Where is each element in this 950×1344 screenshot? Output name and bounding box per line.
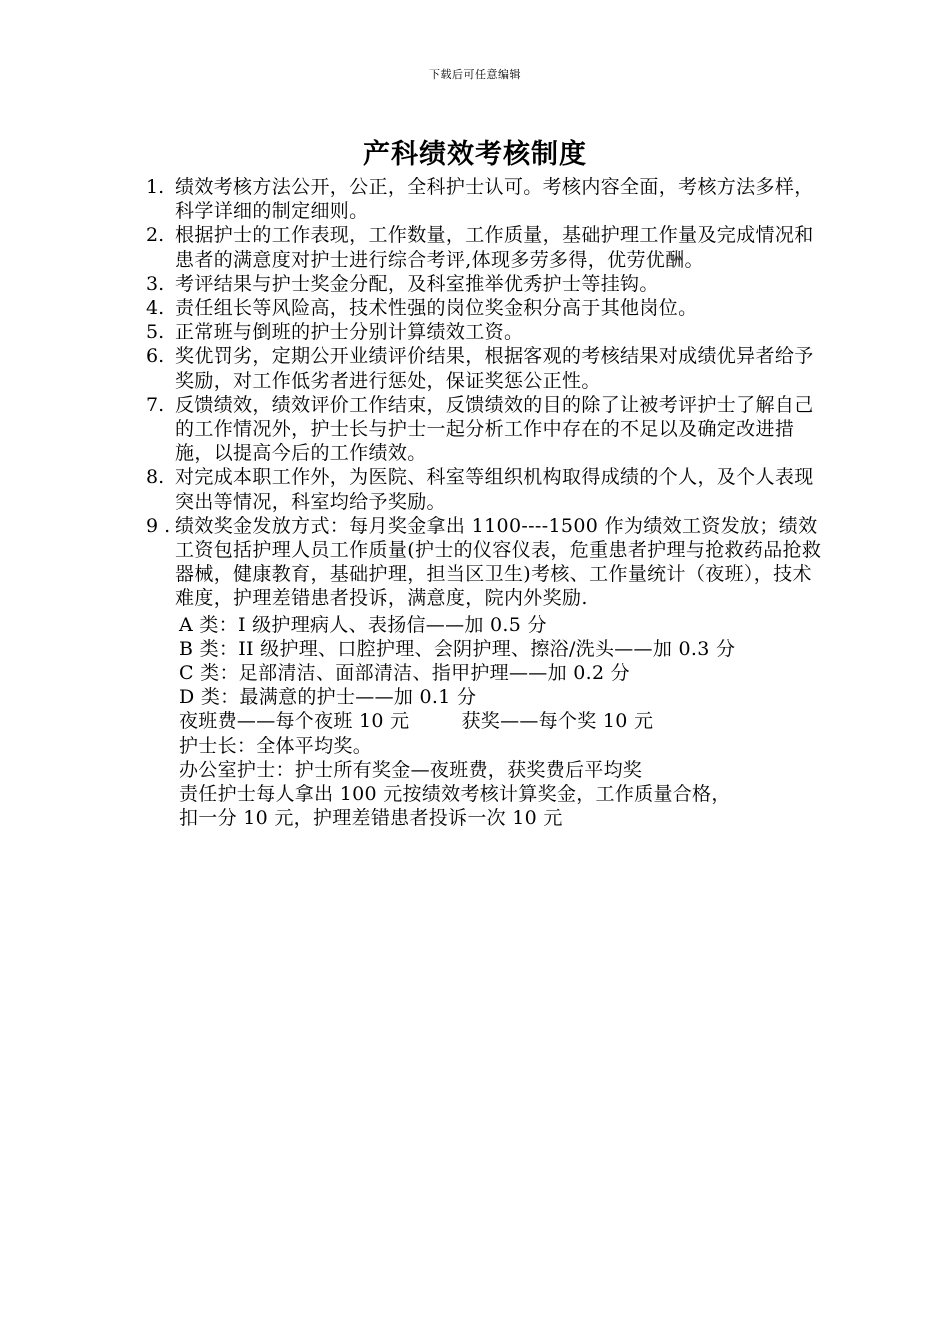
item-number: 4. (146, 297, 165, 320)
bonus-details (179, 613, 826, 831)
responsible-nurse-line-1: 责任护士每人拿出 100 元按绩效考核计算奖金，工作质量合格， (179, 783, 731, 806)
item-text: 考评结果与护士奖金分配，及科室推举优秀护士等挂钩。 (175, 272, 659, 295)
item-number: 3. (146, 272, 165, 295)
item-text: 对完成本职工作外，为医院、科室等组织机构取得成绩的个人，及个人表现突出等情况，科室均给予奖励。 (175, 466, 814, 513)
category-b-line: B 类：II 级护理、口腔护理、会阴护理、擦浴/洗头——加 0.3 分 (179, 637, 736, 660)
category-a-line: A 类：I 级护理病人、表扬信——加 0.5 分 (179, 613, 547, 636)
item-text: 责任组长等风险高，技术性强的岗位奖金积分高于其他岗位。 (175, 297, 698, 320)
list-item (146, 175, 826, 223)
item-text: 绩效奖金发放方式：每月奖金拿出 1100----1500 作为绩效工资发放；绩效工资包括护理人员工作质量(护士的仪容仪表，危重患者护理与抢救药品抢救器械，健康教育，基础护理，担当区卫生)考核、工作量统计（夜班），技术难度，护理差错患者投诉，满意度，院内外奖励. (175, 514, 822, 610)
head-nurse-line: 护士长：全体平均奖。 (179, 734, 373, 757)
header-note: 下载后可任意编辑 (429, 68, 521, 81)
item-text: 奖优罚劣，定期公开业绩评价结果，根据客观的考核结果对成绩优异者给予奖励，对工作低劣者进行惩处，保证奖惩公正性。 (175, 345, 814, 392)
list-item (146, 514, 826, 611)
item-number: 9 . (146, 514, 171, 537)
award-fee-text: 获奖——每个奖 10 元 (461, 710, 654, 733)
item-number: 2. (146, 224, 165, 247)
item-number: 5. (146, 321, 165, 344)
list-item (146, 272, 826, 296)
list-item (146, 223, 826, 271)
document-body (146, 175, 826, 830)
item-text: 反馈绩效，绩效评价工作结束，反馈绩效的目的除了让被考评护士了解自己的工作情况外，护士长与护士一起分析工作中存在的不足以及确定改进措施，以提高今后的工作绩效。 (175, 393, 814, 465)
item-text: 根据护士的工作表现，工作数量，工作质量，基础护理工作量及完成情况和患者的满意度对护士进行综合考评,体现多劳多得，优劳优酬。 (175, 224, 814, 271)
document-title: 产科绩效考核制度 (363, 139, 587, 170)
list-item (146, 344, 826, 392)
responsible-nurse-line-2: 扣一分 10 元，护理差错患者投诉一次 10 元 (179, 807, 563, 830)
item-number: 8. (146, 466, 165, 489)
list-item (146, 296, 826, 320)
item-text: 绩效考核方法公开，公正，全科护士认可。考核内容全面，考核方法多样，科学详细的制定细则。 (175, 176, 814, 223)
item-number: 7. (146, 393, 165, 416)
list-item (146, 393, 826, 466)
fee-line (179, 709, 826, 733)
category-d-line: D 类：最满意的护士——加 0.1 分 (179, 686, 477, 709)
office-nurse-line: 办公室护士：护士所有奖金—夜班费，获奖费后平均奖 (179, 758, 643, 781)
item-text: 正常班与倒班的护士分别计算绩效工资。 (175, 321, 524, 344)
night-fee-text: 夜班费——每个夜班 10 元 (179, 710, 410, 733)
list-item (146, 320, 826, 344)
category-c-line: C 类：足部清洁、面部清洁、指甲护理——加 0.2 分 (179, 662, 630, 685)
item-number: 6. (146, 345, 165, 368)
item-number: 1. (146, 176, 165, 198)
list-item (146, 465, 826, 513)
